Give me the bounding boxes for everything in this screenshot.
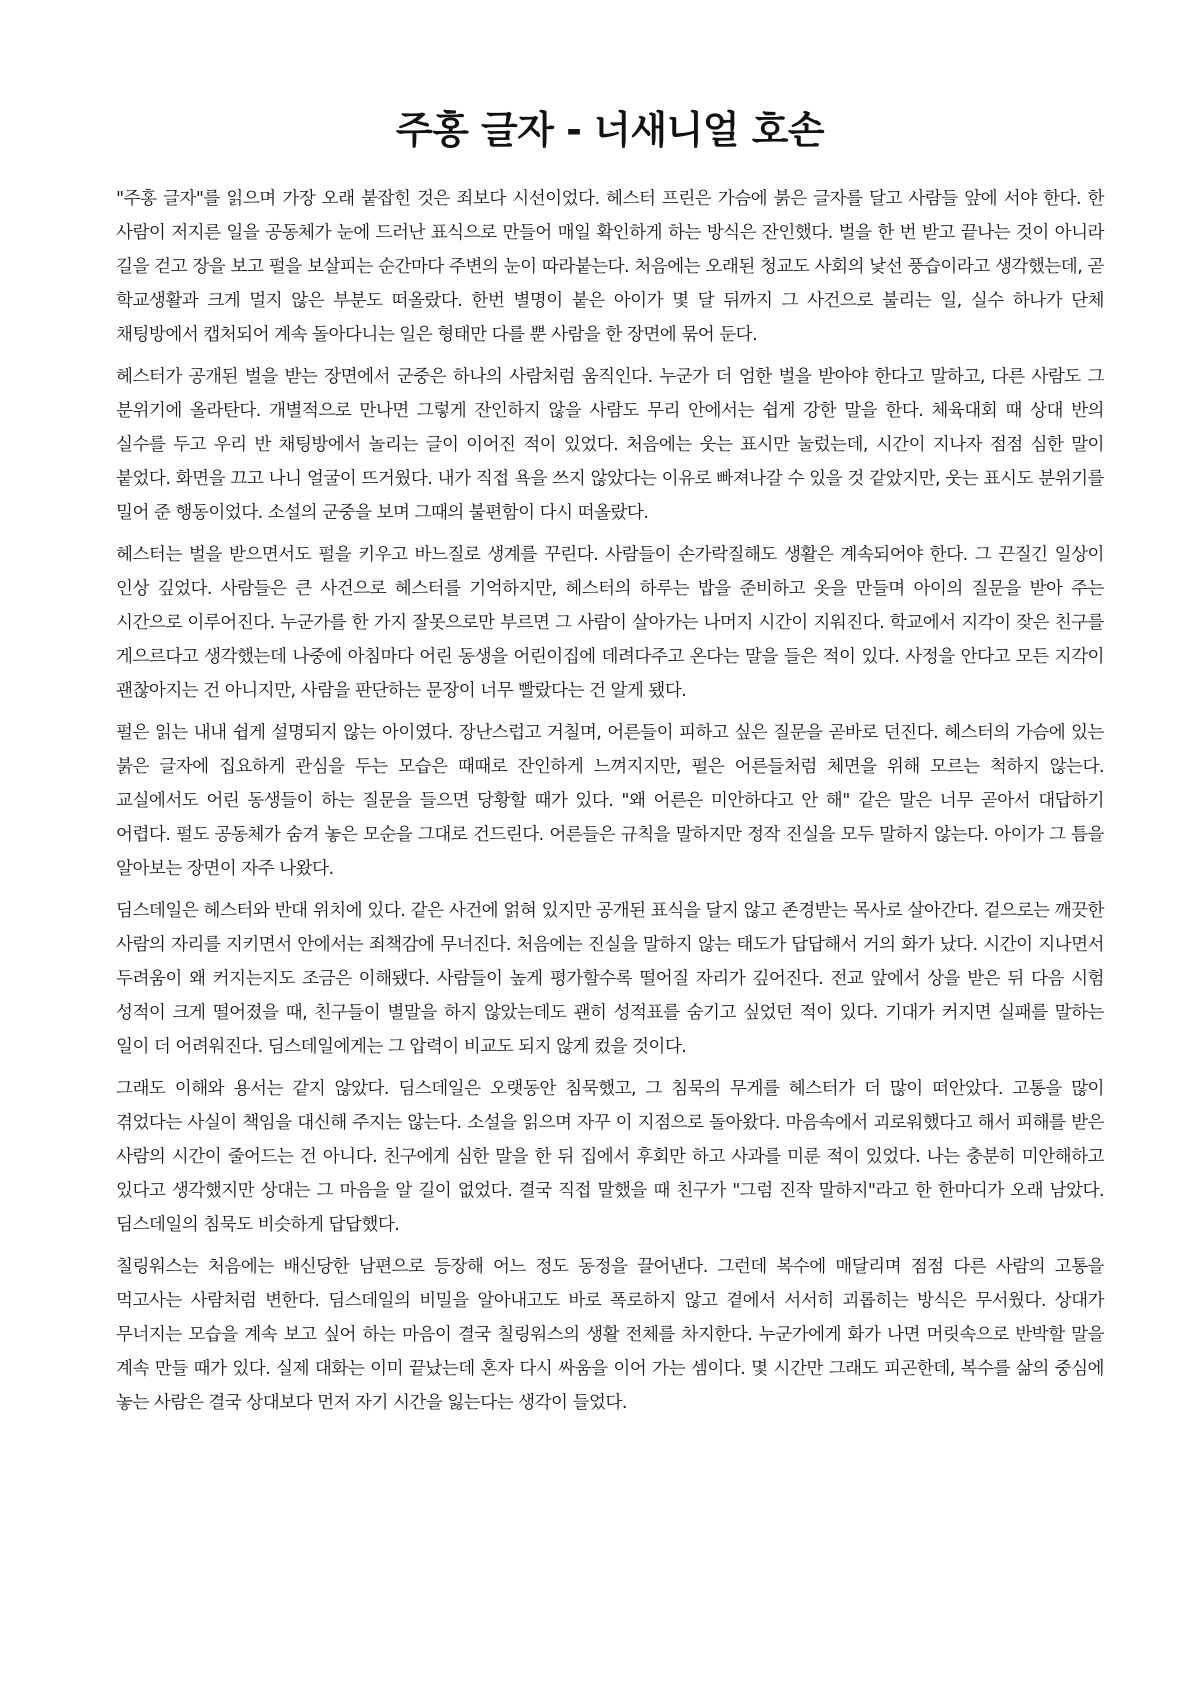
paragraph: 칠링워스는 처음에는 배신당한 남편으로 등장해 어느 정도 동정을 끌어낸다. 그런데 복수에 매달리며 점점 다른 사람의 고통을 먹고사는 사람처럼 변한다. 딤스데일의 비밀을 알아내고도 바로 폭로하지 않고 곁에서 서서히 괴롭히는 방식은 무서웠다. 상대가 무너지는 모습을 계속 보고 싶어 하는 마음이 결국 칠링워스의 생활 전체를 차지한다. 누군가에게 화가 나면 머릿속으로 반박할 말을 계속 만들 때가 있다. 실제 대화는 이미 끝났는데 혼자 다시 싸움을 이어 가는 셈이다. 몇 시간만 그래도 피곤한데, 복수를 삶의 중심에 놓는 사람은 결국 상대보다 먼저 자기 시간을 잃는다는 생각이 들었다.: [116, 1256, 1104, 1413]
paragraph: 헤스터는 벌을 받으면서도 펄을 키우고 바느질로 생계를 꾸린다. 사람들이 손가락질해도 생활은 계속되어야 한다. 그 끈질긴 일상이 인상 깊었다. 사람들은 큰 사건으로 헤스터를 기억하지만, 헤스터의 하루는 밥을 준비하고 옷을 만들며 아이의 질문을 받아 주는 시간으로 이루어진다. 누군가를 한 가지 잘못으로만 부르면 그 사람이 살아가는 나머지 시간이 지워진다. 학교에서 지각이 잦은 친구를 게으르다고 생각했는데 나중에 아침마다 어린 동생을 어린이집에 데려다주고 온다는 말을 들은 적이 있다. 사정을 안다고 모든 지각이 괜찮아지는 건 아니지만, 사람을 판단하는 문장이 너무 빨랐다는 건 알게 됐다.: [116, 544, 1104, 701]
paragraph: 헤스터가 공개된 벌을 받는 장면에서 군중은 하나의 사람처럼 움직인다. 누군가 더 엄한 벌을 받아야 한다고 말하고, 다른 사람도 그 분위기에 올라탄다. 개별적으로 만나면 그렇게 잔인하지 않을 사람도 무리 안에서는 쉽게 강한 말을 한다. 체육대회 때 상대 반의 실수를 두고 우리 반 채팅방에서 놀리는 글이 이어진 적이 있었다. 처음에는 웃는 표시만 눌렀는데, 시간이 지나자 점점 심한 말이 붙었다. 화면을 끄고 나니 얼굴이 뜨거웠다. 내가 직접 욕을 쓰지 않았다는 이유로 빠져나갈 수 있을 것 같았지만, 웃는 표시도 분위기를 밀어 준 행동이었다. 소설의 군중을 보며 그때의 불편함이 다시 떠올랐다.: [116, 366, 1104, 523]
paragraph: 그래도 이해와 용서는 같지 않았다. 딤스데일은 오랫동안 침묵했고, 그 침묵의 무게를 헤스터가 더 많이 떠안았다. 고통을 많이 겪었다는 사실이 책임을 대신해 주지는 않는다. 소설을 읽으며 자꾸 이 지점으로 돌아왔다. 마음속에서 괴로워했다고 해서 피해를 받은 사람의 시간이 줄어드는 건 아니다. 친구에게 심한 말을 한 뒤 집에서 후회만 하고 사과를 미룬 적이 있었다. 나는 충분히 미안해하고 있다고 생각했지만 상대는 그 마음을 알 길이 없었다. 결국 직접 말했을 때 친구가 "그럼 진작 말하지"라고 한 한마디가 오래 남았다. 딤스데일의 침묵도 비슷하게 답답했다.: [116, 1078, 1104, 1235]
document-title: 주홍 글자 - 너새니얼 호손: [395, 108, 825, 152]
document-body: [116, 182, 1104, 1420]
paragraph: 펄은 읽는 내내 쉽게 설명되지 않는 아이였다. 장난스럽고 거칠며, 어른들이 피하고 싶은 질문을 곧바로 던진다. 헤스터의 가슴에 있는 붉은 글자에 집요하게 관심을 두는 모습은 때때로 잔인하게 느껴지지만, 펄은 어른들처럼 체면을 위해 모르는 척하지 않는다. 교실에서도 어린 동생들이 하는 질문을 들으면 당황할 때가 있다. "왜 어른은 미안하다고 안 해" 같은 말은 너무 곧아서 대답하기 어렵다. 펄도 공동체가 숨겨 놓은 모순을 그대로 건드린다. 어른들은 규칙을 말하지만 정작 진실을 모두 말하지 않는다. 아이가 그 틈을 알아보는 장면이 자주 나왔다.: [116, 722, 1104, 879]
paragraph: "주홍 글자"를 읽으며 가장 오래 붙잡힌 것은 죄보다 시선이었다. 헤스터 프린은 가슴에 붉은 글자를 달고 사람들 앞에 서야 한다. 한 사람이 저지른 일을 공동체가 눈에 드러난 표식으로 만들어 매일 확인하게 하는 방식은 잔인했다. 벌을 한 번 받고 끝나는 것이 아니라 길을 걷고 장을 보고 펄을 보살피는 순간마다 주변의 눈이 따라붙는다. 처음에는 오래된 청교도 사회의 낯선 풍습이라고 생각했는데, 곧 학교생활과 크게 멀지 않은 부분도 떠올랐다. 한번 별명이 붙은 아이가 몇 달 뒤까지 그 사건으로 불리는 일, 실수 하나가 단체 채팅방에서 캡처되어 계속 돌아다니는 일은 형태만 다를 뿐 사람을 한 장면에 묶어 둔다.: [116, 188, 1104, 345]
paragraph: 딤스데일은 헤스터와 반대 위치에 있다. 같은 사건에 얽혀 있지만 공개된 표식을 달지 않고 존경받는 목사로 살아간다. 겉으로는 깨끗한 사람의 자리를 지키면서 안에서는 죄책감에 무너진다. 처음에는 진실을 말하지 않는 태도가 답답해서 거의 화가 났다. 시간이 지나면서 두려움이 왜 커지는지도 조금은 이해됐다. 사람들이 높게 평가할수록 떨어질 자리가 깊어진다. 전교 앞에서 상을 받은 뒤 다음 시험 성적이 크게 떨어졌을 때, 친구들이 별말을 하지 않았는데도 괜히 성적표를 숨기고 싶었던 적이 있다. 기대가 커지면 실패를 말하는 일이 더 어려워진다. 딤스데일에게는 그 압력이 비교도 되지 않게 컸을 것이다.: [116, 900, 1104, 1057]
